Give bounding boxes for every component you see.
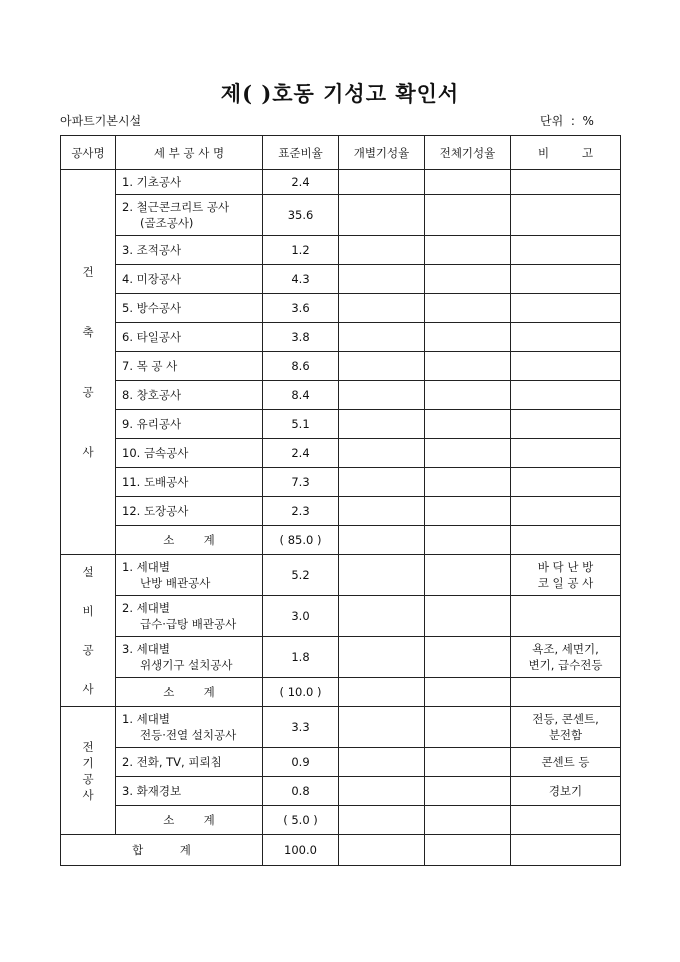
individual-progress-cell[interactable] — [339, 596, 425, 637]
remarks-cell[interactable]: 콘센트 등 — [511, 748, 621, 777]
table-row — [61, 468, 621, 497]
individual-progress-cell[interactable] — [339, 195, 425, 236]
document-title: 제( )호동 기성고 확인서 — [220, 81, 460, 106]
standard-ratio: 8.4 — [263, 381, 339, 410]
total-progress-cell[interactable] — [425, 265, 511, 294]
standard-ratio: 3.8 — [263, 323, 339, 352]
subtotal-value: ( 10.0 ) — [263, 678, 339, 707]
header-remarks: 비 고 — [511, 136, 621, 170]
total-progress-cell[interactable] — [425, 748, 511, 777]
subtotal-label: 소 계 — [116, 526, 263, 555]
remarks-cell[interactable] — [511, 497, 621, 526]
remarks-cell[interactable]: 바 닥 난 방 코 일 공 사 — [511, 555, 621, 596]
remarks-cell[interactable] — [511, 381, 621, 410]
individual-progress-cell[interactable] — [339, 170, 425, 195]
remarks-cell[interactable]: 욕조, 세면기, 변기, 급수전등 — [511, 637, 621, 678]
total-progress-cell[interactable] — [425, 555, 511, 596]
standard-ratio: 7.3 — [263, 468, 339, 497]
header-work-name: 공사명 — [61, 136, 116, 170]
table-row — [61, 352, 621, 381]
subtotal-value: ( 5.0 ) — [263, 806, 339, 835]
table-row — [61, 637, 621, 678]
standard-ratio: 3.3 — [263, 707, 339, 748]
subtotal-label: 소 계 — [116, 806, 263, 835]
remarks-cell[interactable] — [511, 468, 621, 497]
individual-progress-cell[interactable] — [339, 678, 425, 707]
work-item-name: 1. 기초공사 — [116, 170, 263, 195]
individual-progress-cell[interactable] — [339, 748, 425, 777]
section-label-architecture: 건 축 공 사 — [61, 170, 116, 555]
individual-progress-cell[interactable] — [339, 497, 425, 526]
remarks-cell[interactable] — [511, 352, 621, 381]
individual-progress-cell[interactable] — [339, 637, 425, 678]
unit-label: 단위 : % — [540, 114, 594, 128]
total-row — [61, 835, 621, 866]
individual-progress-cell[interactable] — [339, 707, 425, 748]
remarks-cell[interactable] — [511, 195, 621, 236]
subtotal-value: ( 85.0 ) — [263, 526, 339, 555]
work-item-name: 7. 목 공 사 — [116, 352, 263, 381]
individual-progress-cell[interactable] — [339, 777, 425, 806]
total-progress-cell[interactable] — [425, 381, 511, 410]
work-item-name: 1. 세대별 난방 배관공사 — [116, 555, 263, 596]
total-progress-cell[interactable] — [425, 410, 511, 439]
progress-table — [60, 135, 621, 866]
remarks-cell[interactable]: 전등, 콘센트, 분전함 — [511, 707, 621, 748]
individual-progress-cell[interactable] — [339, 352, 425, 381]
individual-progress-cell[interactable] — [339, 410, 425, 439]
work-item-name: 10. 금속공사 — [116, 439, 263, 468]
total-progress-cell[interactable] — [425, 806, 511, 835]
remarks-cell[interactable] — [511, 439, 621, 468]
work-item-name: 3. 화재경보 — [116, 777, 263, 806]
standard-ratio: 0.9 — [263, 748, 339, 777]
subtotal-row — [61, 678, 621, 707]
table-row — [61, 596, 621, 637]
individual-progress-cell[interactable] — [339, 555, 425, 596]
header-total-progress: 전체기성율 — [425, 136, 511, 170]
standard-ratio: 35.6 — [263, 195, 339, 236]
header-row — [61, 136, 621, 170]
standard-ratio: 2.3 — [263, 497, 339, 526]
individual-progress-cell[interactable] — [339, 526, 425, 555]
individual-progress-cell[interactable] — [339, 835, 425, 866]
total-progress-cell[interactable] — [425, 497, 511, 526]
table-row — [61, 236, 621, 265]
table-row — [61, 195, 621, 236]
remarks-cell[interactable] — [511, 410, 621, 439]
work-item-name: 12. 도장공사 — [116, 497, 263, 526]
individual-progress-cell[interactable] — [339, 468, 425, 497]
header-standard-ratio: 표준비율 — [263, 136, 339, 170]
standard-ratio: 1.2 — [263, 236, 339, 265]
standard-ratio: 5.2 — [263, 555, 339, 596]
table-row — [61, 748, 621, 777]
work-item-name: 2. 전화, TV, 피뢰침 — [116, 748, 263, 777]
individual-progress-cell[interactable] — [339, 236, 425, 265]
total-progress-cell[interactable] — [425, 323, 511, 352]
standard-ratio: 5.1 — [263, 410, 339, 439]
standard-ratio: 4.3 — [263, 265, 339, 294]
individual-progress-cell[interactable] — [339, 294, 425, 323]
table-row — [61, 555, 621, 596]
table-row — [61, 410, 621, 439]
work-item-name: 2. 철근콘크리트 공사 (골조공사) — [116, 195, 263, 236]
individual-progress-cell[interactable] — [339, 381, 425, 410]
remarks-cell[interactable] — [511, 323, 621, 352]
total-progress-cell[interactable] — [425, 526, 511, 555]
total-progress-cell[interactable] — [425, 637, 511, 678]
subtotal-row — [61, 526, 621, 555]
total-progress-cell[interactable] — [425, 294, 511, 323]
standard-ratio: 0.8 — [263, 777, 339, 806]
remarks-cell[interactable] — [511, 678, 621, 707]
remarks-cell[interactable] — [511, 265, 621, 294]
section-label-equipment: 설 비 공 사 — [61, 555, 116, 707]
individual-progress-cell[interactable] — [339, 439, 425, 468]
total-progress-cell[interactable] — [425, 596, 511, 637]
total-progress-cell[interactable] — [425, 707, 511, 748]
table-row — [61, 170, 621, 195]
work-item-name: 11. 도배공사 — [116, 468, 263, 497]
remarks-cell[interactable]: 경보기 — [511, 777, 621, 806]
total-value: 100.0 — [263, 835, 339, 866]
individual-progress-cell[interactable] — [339, 806, 425, 835]
work-item-name: 1. 세대별 전등·전열 설치공사 — [116, 707, 263, 748]
total-progress-cell[interactable] — [425, 468, 511, 497]
standard-ratio: 3.6 — [263, 294, 339, 323]
remarks-cell[interactable] — [511, 294, 621, 323]
total-progress-cell[interactable] — [425, 678, 511, 707]
total-progress-cell[interactable] — [425, 170, 511, 195]
remarks-cell[interactable] — [511, 170, 621, 195]
standard-ratio: 2.4 — [263, 170, 339, 195]
remarks-cell[interactable] — [511, 526, 621, 555]
work-item-name: 3. 조적공사 — [116, 236, 263, 265]
work-item-name: 6. 타일공사 — [116, 323, 263, 352]
work-item-name: 5. 방수공사 — [116, 294, 263, 323]
remarks-cell[interactable] — [511, 596, 621, 637]
table-row — [61, 323, 621, 352]
total-progress-cell[interactable] — [425, 439, 511, 468]
table-row — [61, 265, 621, 294]
individual-progress-cell[interactable] — [339, 265, 425, 294]
work-item-name: 8. 창호공사 — [116, 381, 263, 410]
remarks-cell[interactable] — [511, 236, 621, 265]
total-progress-cell[interactable] — [425, 236, 511, 265]
work-item-name: 4. 미장공사 — [116, 265, 263, 294]
table-row — [61, 707, 621, 748]
standard-ratio: 1.8 — [263, 637, 339, 678]
remarks-cell[interactable] — [511, 835, 621, 866]
standard-ratio: 8.6 — [263, 352, 339, 381]
remarks-cell[interactable] — [511, 806, 621, 835]
table-row — [61, 294, 621, 323]
standard-ratio: 3.0 — [263, 596, 339, 637]
subtotal-row — [61, 806, 621, 835]
work-item-name: 9. 유리공사 — [116, 410, 263, 439]
work-item-name: 2. 세대별 급수·급탕 배관공사 — [116, 596, 263, 637]
facility-category: 아파트기본시설 — [60, 114, 142, 128]
work-item-name: 3. 세대별 위생기구 설치공사 — [116, 637, 263, 678]
header-detail-work: 세 부 공 사 명 — [116, 136, 263, 170]
header-individual-progress: 개별기성율 — [339, 136, 425, 170]
table-row — [61, 439, 621, 468]
individual-progress-cell[interactable] — [339, 323, 425, 352]
table-row — [61, 497, 621, 526]
section-label-electrical: 전 기 공 사 — [61, 707, 116, 835]
standard-ratio: 2.4 — [263, 439, 339, 468]
table-row — [61, 777, 621, 806]
total-progress-cell[interactable] — [425, 777, 511, 806]
total-progress-cell[interactable] — [425, 352, 511, 381]
total-progress-cell[interactable] — [425, 835, 511, 866]
table-row — [61, 381, 621, 410]
total-label: 합 계 — [61, 835, 263, 866]
total-progress-cell[interactable] — [425, 195, 511, 236]
subtotal-label: 소 계 — [116, 678, 263, 707]
